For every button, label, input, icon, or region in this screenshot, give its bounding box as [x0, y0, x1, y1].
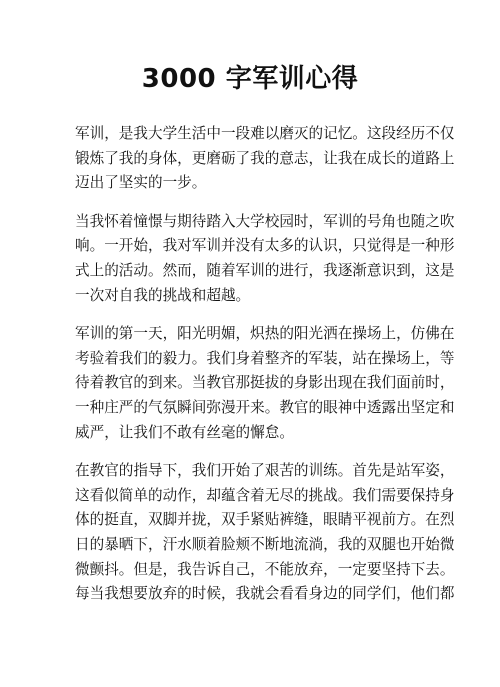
text-line: 这看似简单的动作，却蕴含着无尽的挑战。我们需要保持身	[75, 486, 455, 504]
text-line: 锻炼了我的身体，更磨砺了我的意志，让我在成长的道路上	[75, 149, 455, 167]
paragraph	[75, 459, 455, 607]
text-line: 响。一开始，我对军训并没有太多的认识，只觉得是一种形	[75, 237, 455, 255]
text-line: 威严，让我们不敢有丝毫的懈怠。	[75, 423, 294, 441]
text-line: 迈出了坚实的一步。	[75, 174, 207, 192]
text-line: 考验着我们的毅力。我们身着整齐的军装，站在操场上，等	[75, 349, 455, 367]
paragraph	[75, 122, 455, 196]
text-line: 微颤抖。但是，我告诉自己，不能放弃，一定要坚持下去。	[75, 560, 455, 578]
text-line: 当我怀着憧憬与期待踏入大学校园时，军训的号角也随之吹	[75, 212, 455, 230]
text-line: 一种庄严的气氛瞬间弥漫开来。教官的眼神中透露出坚定和	[75, 398, 455, 416]
text-line: 每当我想要放弃的时候，我就会看看身边的同学们，他们都	[75, 585, 455, 603]
paragraph	[75, 210, 455, 308]
text-line: 军训，是我大学生活中一段难以磨灭的记忆。这段经历不仅	[75, 125, 455, 142]
text-line: 体的挺直，双脚并拢，双手紧贴裤缝，眼睛平视前方。在烈	[75, 511, 455, 529]
text-line: 一次对自我的挑战和超越。	[75, 286, 251, 304]
paragraph	[75, 322, 455, 445]
text-line: 军训的第一天，阳光明媚，炽热的阳光洒在操场上，仿佛在	[75, 325, 455, 343]
text-line: 日的暴晒下，汗水顺着脸颊不断地流淌，我的双腿也开始微	[75, 535, 455, 553]
text-line: 式上的活动。然而，随着军训的进行，我逐渐意识到，这是	[75, 261, 455, 279]
text-line: 待着教官的到来。当教官那挺拔的身影出现在我们面前时，	[75, 374, 455, 392]
page-title: 3000 字军训心得	[141, 64, 359, 94]
document-body	[75, 122, 455, 621]
text-line: 在教官的指导下，我们开始了艰苦的训练。首先是站军姿，	[75, 462, 455, 480]
